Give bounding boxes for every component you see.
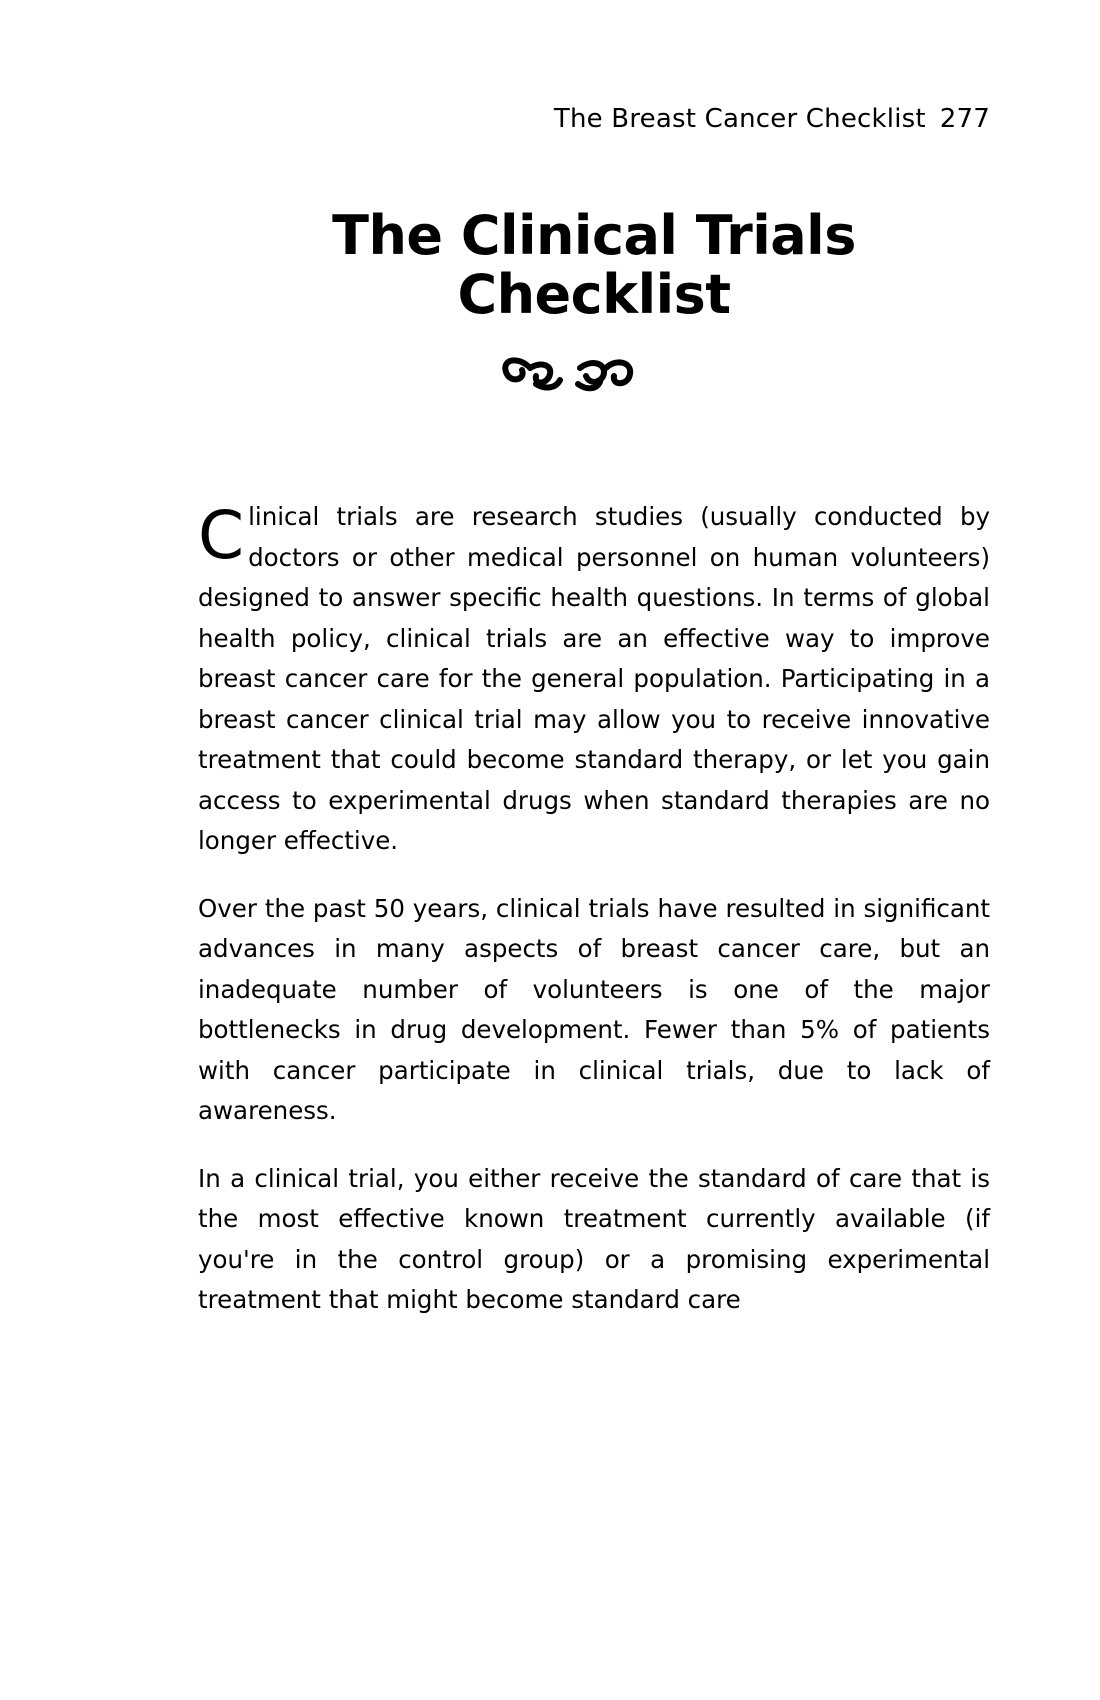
running-title: The Breast Cancer Checklist [553, 104, 926, 134]
chapter-title: The Clinical Trials Checklist [332, 204, 856, 327]
drop-cap: C [198, 497, 245, 574]
page-number: 277 [939, 104, 990, 134]
body-text [198, 497, 990, 1348]
paragraph-1-text: linical trials are research studies (usually conducted by doctors or other medical personnel on human volunteers) designed to answer specific health questions. In terms of global health policy, clinical trials are an effective way to improve breast cancer care for the general population. Participating in a breast cancer clinical trial may allow you to receive innovative treatment that could become standard therapy, or let you gain access to experimental drugs when standard therapies are no longer effective. [198, 502, 990, 855]
paragraph-1 [198, 497, 990, 862]
paragraph-3: In a clinical trial, you either receive the standard of care that is the most effective known treatment currently available (if you're in the control group) or a promising experimental treatment that might become standard care [198, 1163, 990, 1314]
paragraph-2: Over the past 50 years, clinical trials have resulted in significant advances in many aspects of breast cancer care, but an inadequate number of volunteers is one of the major bottlenecks in drug development. Fewer than 5% of patients with cancer participate in clinical trials, due to lack of awareness. [198, 893, 990, 1125]
fleuron-pair-icon [0, 350, 1100, 400]
running-header [198, 104, 990, 134]
